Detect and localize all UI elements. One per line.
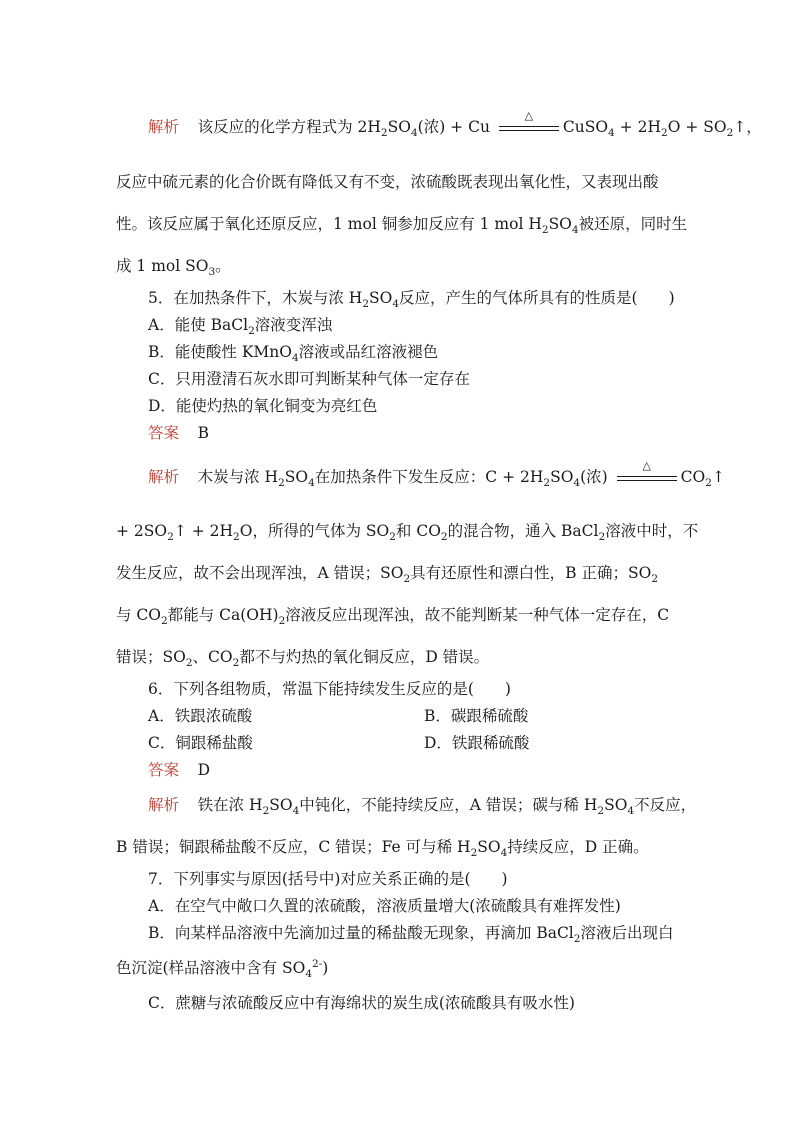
q5-analysis-line-3: 发生反应，故不会出现浑浊，A 错误；$SO_2$具有还原性和漂白性，B 正确；$SO_2$	[116, 564, 659, 586]
q6-analysis-line-1: 解析 铁在浓 $H_2SO_4$中钝化，不能持续反应，A 错误；碳与稀 $H_2SO_4$不反应，	[148, 796, 697, 818]
q7-option-b-line-2: 色沉淀(样品溶液中含有 $SO_4^{2-}$)	[116, 957, 329, 981]
q7-stem: 7．下列事实与原因(括号中)对应关系正确的是( )	[148, 870, 508, 888]
q6-options-row-1	[148, 705, 708, 727]
analysis-line-2: 反应中硫元素的化合价既有降低又有不变，浓硫酸既表现出氧化性，又表现出酸	[116, 173, 659, 191]
q5-analysis-line-4: 与 $CO_2$都能与 $Ca(OH)_2$溶液反应出现浑浊，故不能判断某一种气体一定存在，C	[116, 606, 670, 628]
q5-stem: 5．在加热条件下，木炭与浓 $H_2SO_4$反应，产生的气体所具有的性质是( )	[148, 289, 675, 311]
q7-option-a: A．在空气中敞口久置的浓硫酸，溶液质量增大(浓硫酸具有难挥发性)	[148, 897, 621, 915]
q5-analysis-line-1: 解析 木炭与浓 $H_2SO_4$在加热条件下发生反应：$C + 2H_2SO_4$(浓) △ $CO_2↑$	[148, 459, 725, 490]
q5-analysis-line-5: 错误；$SO_2$、$CO_2$都不与灼热的氧化铜反应，D 错误。	[116, 648, 490, 670]
analysis-line-4: 成 1 mol $SO_3$。	[116, 257, 231, 279]
q5-option-d: D．能使灼热的氧化铜变为亮红色	[148, 397, 378, 415]
heating-equals-sign: △	[617, 471, 677, 485]
q7-option-b-line-1: B．向某样品溶液中先滴加过量的稀盐酸无现象，再滴加 BaCl$_2$溶液后出现白	[148, 924, 674, 946]
q5-answer: 答案 B	[148, 424, 209, 442]
q6-stem: 6．下列各组物质，常温下能持续发生反应的是( )	[148, 680, 511, 698]
answer-label: 答案	[148, 761, 180, 779]
q6-option-b: B．碳跟稀硫酸	[424, 707, 529, 725]
q5-option-a: A．能使 BaCl$_2$溶液变浑浊	[148, 316, 333, 338]
q5-analysis-line-2: + $2SO_2↑ + 2H_2O$，所得的气体为 $SO_2$和 $CO_2$的混合物，通入 BaCl$_2$溶液中时，不	[116, 522, 699, 544]
q6-option-a: A．铁跟浓硫酸	[148, 707, 253, 725]
q6-option-c: C．铜跟稀盐酸	[148, 734, 253, 752]
analysis-label: 解析	[148, 796, 180, 814]
q6-options-row-2	[148, 732, 708, 754]
q6-answer: 答案 D	[148, 761, 211, 779]
q6-option-d: D．铁跟稀硫酸	[424, 734, 530, 752]
q6-analysis-line-2: B 错误；铜跟稀盐酸不反应，C 错误；Fe 可与稀 $H_2SO_4$持续反应，D 正确。	[116, 838, 649, 860]
answer-label: 答案	[148, 424, 180, 442]
q7-option-c: C．蔗糖与浓硫酸反应中有海绵状的炭生成(浓硫酸具有吸水性)	[148, 994, 575, 1012]
analysis-line-3: 性。该反应属于氧化还原反应，1 mol 铜参加反应有 1 mol $H_2SO_4$被还原，同时生	[116, 215, 688, 237]
q5-option-c: C．只用澄清石灰水即可判断某种气体一定存在	[148, 370, 470, 388]
heating-equals-sign: △	[499, 121, 559, 135]
q5-option-b: B．能使酸性 KMnO$_4$溶液或品红溶液褪色	[148, 343, 439, 365]
analysis-label: 解析	[148, 118, 180, 136]
analysis-line-1: 解析 该反应的化学方程式为 $2H_2SO_4$(浓) + Cu △ CuSO$_4$ + $2H_2O$ + $SO_2↑$，	[148, 109, 762, 140]
analysis-label: 解析	[148, 468, 180, 486]
